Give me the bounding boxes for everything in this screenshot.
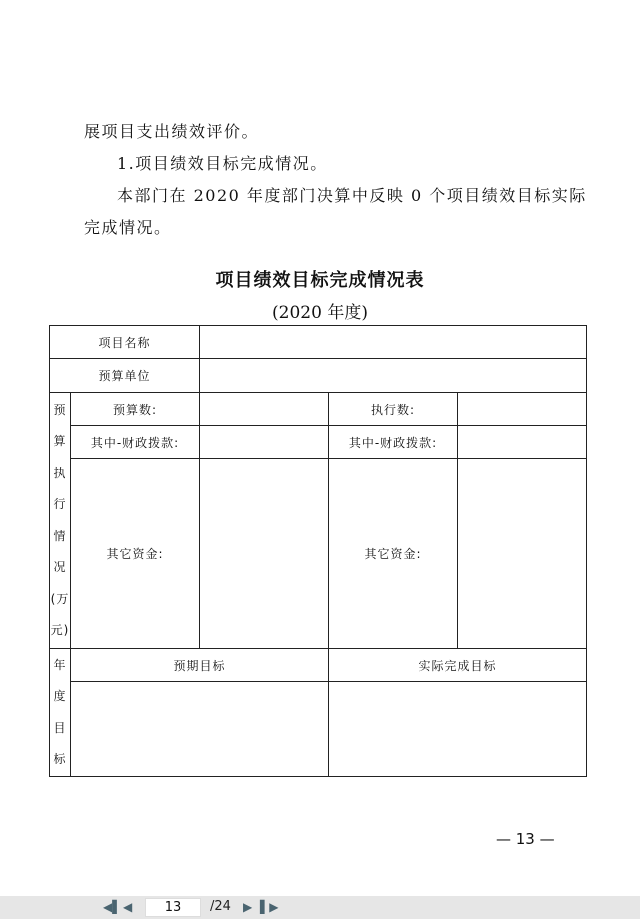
exec-vertical-label: 预 算 执 行 情 况 (万 元) [50, 393, 71, 649]
annual-goal-vertical-label: 年 度 目 标 [50, 649, 71, 777]
budget-amount-value [200, 393, 329, 426]
body-line: 完成情况。 [84, 218, 172, 237]
budget-unit-value [200, 359, 587, 393]
budget-amount-label: 预算数: [71, 393, 200, 426]
actual-goal-value [329, 682, 587, 777]
previous-page-icon[interactable]: ◀ [123, 900, 133, 914]
fiscal-exec-value [458, 426, 587, 459]
body-line: 展项目支出绩效评价。 [84, 122, 260, 141]
budget-unit-label: 预算单位 [50, 359, 200, 393]
page-number-input[interactable]: 13 [145, 898, 201, 917]
expected-goal-value [71, 682, 329, 777]
performance-table [49, 325, 587, 777]
exec-amount-value [458, 393, 587, 426]
body-line: 本部门在 2020 年度部门决算中反映 0 个项目绩效目标实际 [117, 186, 587, 205]
other-exec-value [458, 459, 587, 649]
page-toolbar [0, 896, 640, 919]
table-subtitle: (2020 年度) [272, 303, 368, 323]
page-number: — 13 — [496, 830, 555, 848]
other-budget-value [200, 459, 329, 649]
table-title: 项目绩效目标完成情况表 [215, 270, 425, 291]
project-name-value [200, 326, 587, 359]
last-page-icon[interactable]: ▌▶ [260, 900, 279, 914]
fiscal-exec-label: 其中-财政拨款: [329, 426, 458, 459]
first-page-icon[interactable]: ◀▌ [103, 900, 122, 914]
other-budget-label: 其它资金: [71, 459, 200, 649]
project-name-label: 项目名称 [50, 326, 200, 359]
expected-goal-label: 预期目标 [71, 649, 329, 682]
exec-amount-label: 执行数: [329, 393, 458, 426]
next-page-icon[interactable]: ▶ [243, 900, 253, 914]
other-exec-label: 其它资金: [329, 459, 458, 649]
fiscal-budget-label: 其中-财政拨款: [71, 426, 200, 459]
total-pages: /24 [210, 899, 231, 914]
body-line: 1.项目绩效目标完成情况。 [117, 154, 328, 173]
fiscal-budget-value [200, 426, 329, 459]
actual-goal-label: 实际完成目标 [329, 649, 587, 682]
